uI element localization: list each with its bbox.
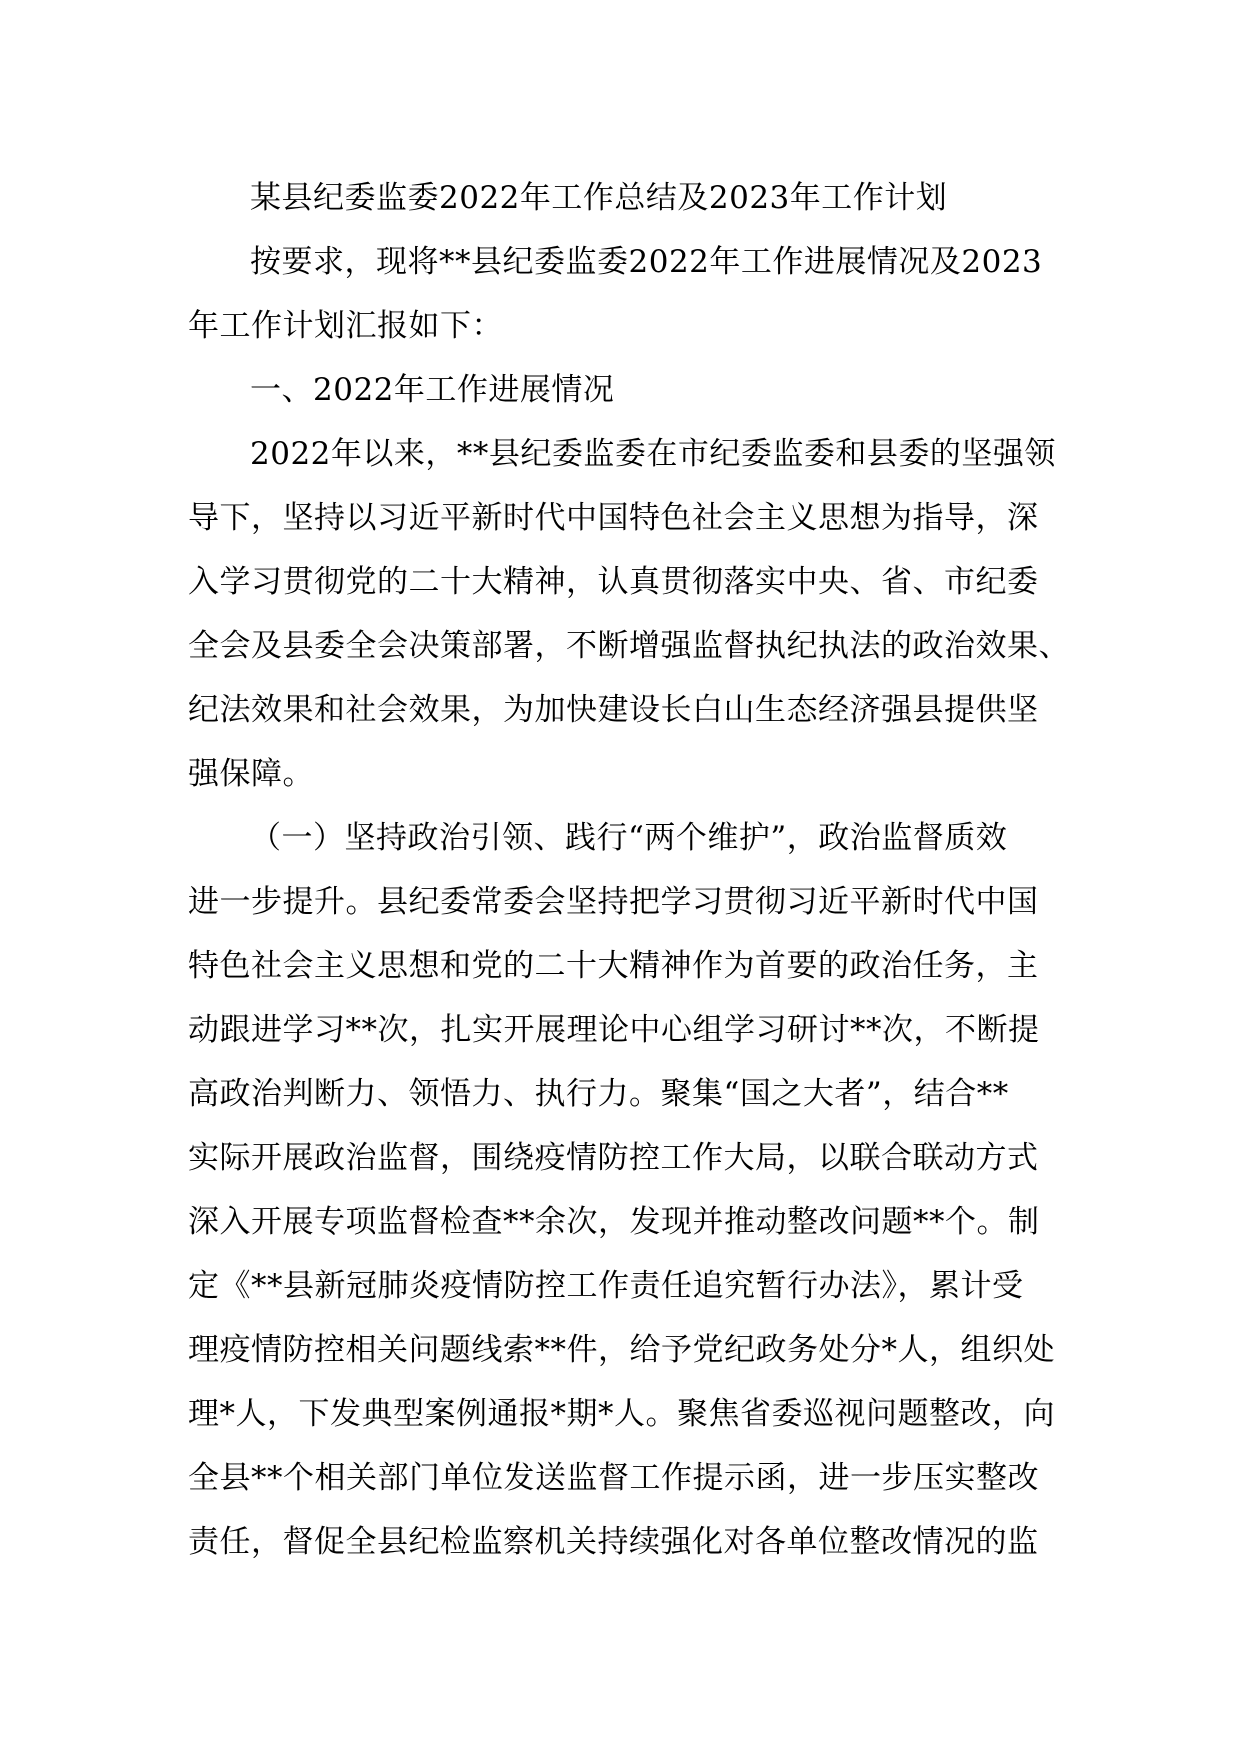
paragraph-line: 纪法效果和社会效果，为加快建设长白山生态经济强县提供坚 <box>188 692 1039 728</box>
paragraph-line: 入学习贯彻党的二十大精神，认真贯彻落实中央、省、市纪委 <box>188 564 1039 600</box>
paragraph-line: 责任，督促全县纪检监察机关持续强化对各单位整改情况的监 <box>188 1524 1039 1560</box>
section-heading: 一、2022年工作进展情况 <box>250 372 615 408</box>
paragraph-line: 理疫情防控相关问题线索**件，给予党纪政务处分*人，组织处 <box>188 1332 1055 1368</box>
paragraph-line: 定《**县新冠肺炎疫情防控工作责任追究暂行办法》，累计受 <box>188 1268 1024 1304</box>
paragraph-line: 按要求，现将**县纪委监委2022年工作进展情况及2023 <box>250 244 1043 280</box>
paragraph-line: 实际开展政治监督，围绕疫情防控工作大局，以联合联动方式 <box>188 1140 1039 1176</box>
paragraph-line: 动跟进学习**次，扎实开展理论中心组学习研讨**次，不断提 <box>188 1012 1040 1048</box>
paragraph-line: 强保障。 <box>188 756 314 792</box>
paragraph-line: 特色社会主义思想和党的二十大精神作为首要的政治任务，主 <box>188 948 1039 984</box>
paragraph-line: 全会及县委全会决策部署，不断增强监督执纪执法的政治效果、 <box>188 628 1070 664</box>
paragraph-line: 年工作计划汇报如下： <box>188 308 503 344</box>
document-title: 某县纪委监委2022年工作总结及2023年工作计划 <box>250 180 948 216</box>
paragraph-line: 深入开展专项监督检查**余次，发现并推动整改问题**个。制 <box>188 1204 1040 1240</box>
paragraph-line: 进一步提升。县纪委常委会坚持把学习贯彻习近平新时代中国 <box>188 884 1039 920</box>
paragraph-line: 全县**个相关部门单位发送监督工作提示函，进一步压实整改 <box>188 1460 1039 1496</box>
paragraph-line: 高政治判断力、领悟力、执行力。聚集“国之大者”，结合** <box>188 1076 1009 1112</box>
paragraph-line: 理*人，下发典型案例通报*期*人。聚焦省委巡视问题整改，向 <box>188 1396 1055 1432</box>
paragraph-line: 导下，坚持以习近平新时代中国特色社会主义思想为指导，深 <box>188 500 1039 536</box>
paragraph-line: 2022年以来，**县纪委监委在市纪委监委和县委的坚强领 <box>250 436 1056 472</box>
subsection-line: （一）坚持政治引领、践行“两个维护”，政治监督质效 <box>250 820 1008 856</box>
